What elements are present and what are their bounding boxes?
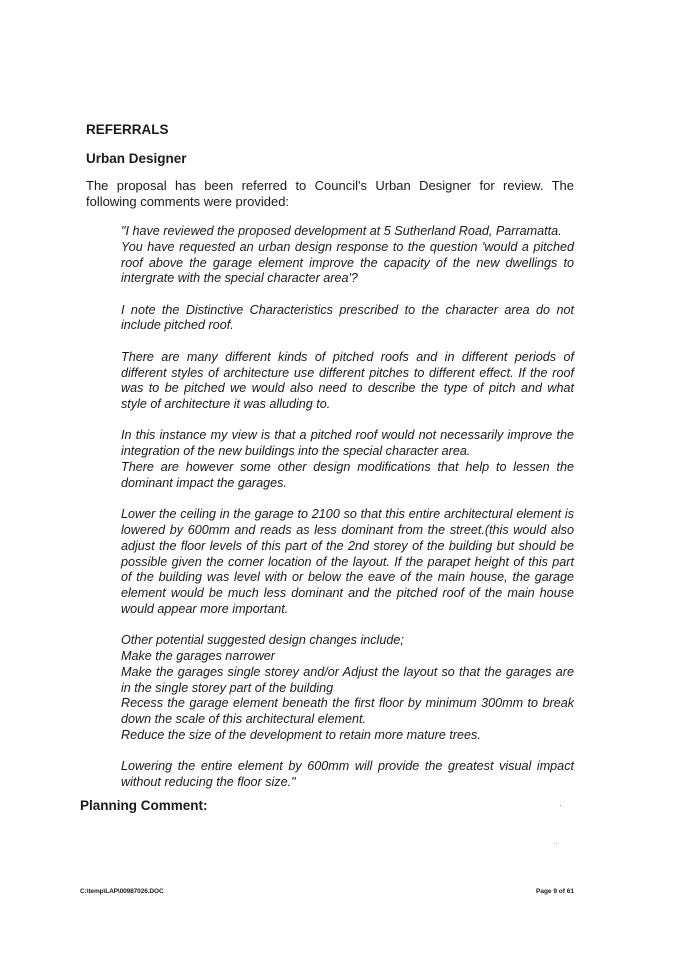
quote-paragraph-6 (121, 633, 574, 744)
footer-page-number: Page 9 of 61 (536, 888, 574, 895)
quote-line: Make the garages single storey and/or Adjust the layout so that the garages are in the single storey part of the building (121, 664, 574, 695)
quote-paragraph-3: There are many different kinds of pitched roofs and in different periods of different styles of architecture use different pitches to different effect. If the roof was to be pitched we would also need to describe the type of pitch and what style of architecture it was alluding to. (121, 349, 574, 412)
quote-line: There are however some other design modifications that help to lessen the dominant impact the garages. (121, 460, 574, 490)
quote-paragraph-2: I note the Distinctive Characteristics prescribed to the character area do not include pitched roof. (121, 302, 574, 333)
quote-line: Reduce the size of the development to retain more mature trees. (121, 728, 481, 743)
quote-line: Make the garages narrower (121, 649, 276, 664)
intro-paragraph: The proposal has been referred to Council's Urban Designer for review. The following comments were provided: (86, 178, 574, 209)
quote-paragraph-1 (121, 224, 574, 287)
scan-speck (556, 843, 557, 844)
subheading-urban-designer: Urban Designer (86, 151, 187, 166)
scan-speck (560, 805, 561, 806)
quote-line: Recess the garage element beneath the first floor by minimum 300mm to break down the scale of this architectural element. (121, 696, 574, 727)
quote-paragraph-4 (121, 428, 574, 491)
section-heading-planning-comment: Planning Comment: (80, 798, 208, 813)
urban-designer-quote (121, 224, 574, 806)
quote-paragraph-7: Lowering the entire element by 600mm will provide the greatest visual impact without reducing the floor size." (121, 759, 574, 790)
quote-line: In this instance my view is that a pitched roof would not necessarily improve the integration of the new buildings into the special character area. (121, 428, 574, 459)
quote-line: You have requested an urban design response to the question 'would a pitched roof above the garage element improve the capacity of the new dwellings to intergrate with the special character area'? (121, 239, 574, 286)
quote-paragraph-5: Lower the ceiling in the garage to 2100 so that this entire architectural element is lowered by 600mm and reads as less dominant from the street.(this would also adjust the floor levels of this part of the 2nd storey of the building but should be possible given the corner location of the layout. If the parapet height of this part of the building was level with or below the eave of the main house, the garage element would be much less dominant and the pitched roof of the main house would appear more important. (121, 507, 574, 616)
quote-line: Other potential suggested design changes include; (121, 633, 404, 648)
section-heading-referrals: REFERRALS (86, 122, 169, 137)
quote-line: "I have reviewed the proposed development at 5 Sutherland Road, Parramatta. (121, 224, 562, 238)
footer-file-path: C:\temp\LAP\00987026.DOC (80, 888, 164, 895)
